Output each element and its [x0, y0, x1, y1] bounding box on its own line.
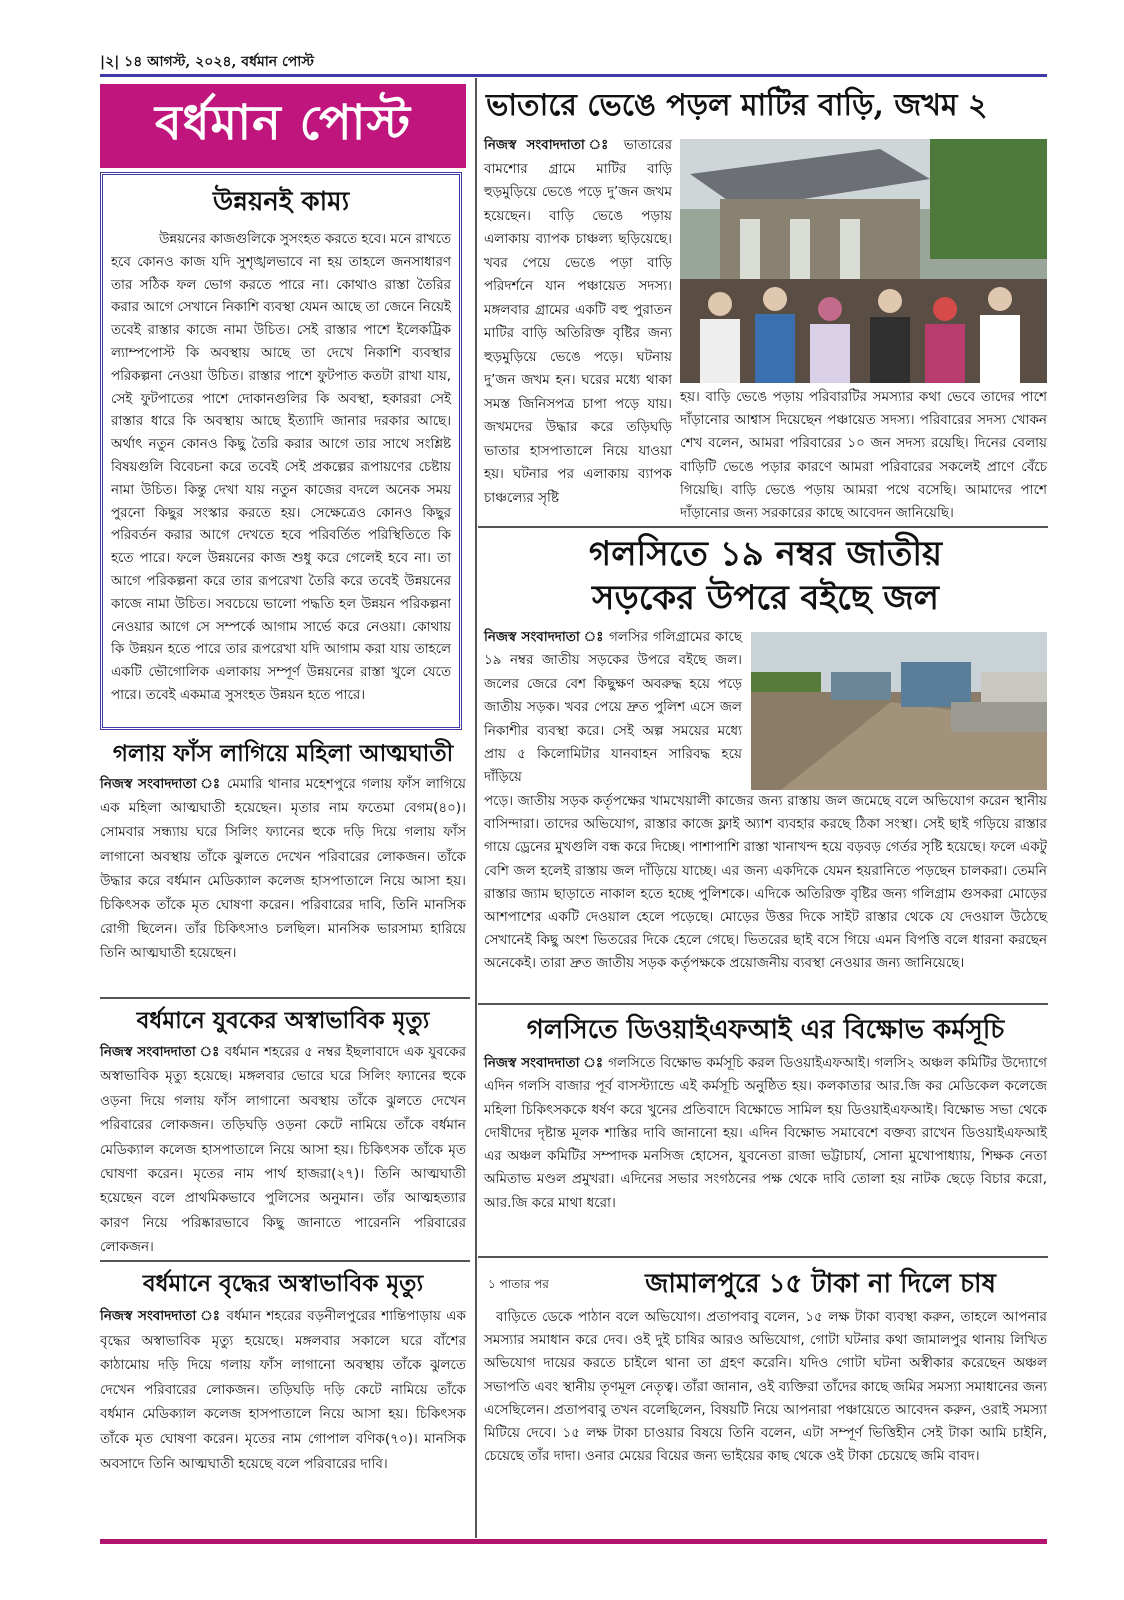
- story-jamalpur: [484, 1262, 1047, 1532]
- continued-label: ১ পাতার পর: [488, 1277, 549, 1291]
- story-road-wide: [484, 790, 1047, 1000]
- divider-right-3: [478, 1256, 1048, 1258]
- story-road-column: [484, 626, 742, 798]
- story-youth: [100, 1004, 466, 1254]
- story-dyfi: [484, 1010, 1047, 1250]
- story-house-body-col: ভাতারের বামশোর গ্রামে মাটির বাড়ি হুড়মুড়িয়ে ভেঙে পড়ে দু’জন জখম হয়েছেন। বাড়ি ভেঙে পড়ায় এলাকায় ব্যাপক চাঞ্চল্য ছড়িয়েছে। খবর পেয়ে ভেঙে পড়া বাড়ি পরিদর্শনে যান পঞ্চায়েত সদস্য। মঙ্গলবার গ্রামের একটি বহু পুরাতন মাটির বাড়ি অতিরিক্ত বৃষ্টির জন্য হুড়মুড়িয়ে ভেঙে পড়ে। ঘটনায় দু’জন জখম হন। ঘরের মধ্যে থাকা সমস্ত জিনিসপত্র চাপা পড়ে যায়। জখমদের উদ্ধার করে তড়িঘড়ি ভাতার হাসপাতালে নিয়ে যাওয়া হয়। ঘটনার পর এলাকায় ব্যাপক চাঞ্চল্যের সৃষ্টি: [484, 137, 672, 506]
- divider-right-1: [478, 526, 1048, 528]
- story-jamalpur-title: জামালপুরে ১৫ টাকা না দিলে চাষ: [645, 1269, 996, 1299]
- flooded-road-photo: [751, 632, 1047, 790]
- story-suicide-body: মেমারি থানার মহেশপুরে গলায় ফাঁস লাগিয়ে এক মহিলা আত্মঘাতী হয়েছেন। মৃতার নাম ফতেমা বেগম(৪০)। সোমবার সন্ধ্যায় ঘরে সিলিং ফ্যানের হুকে দড়ি দিয়ে গলায় ফাঁস লাগানো অবস্থায় তাঁকে ঝুলতে দেখেন পরিবারের লোকজন। তাঁকে উদ্ধার করে বর্ধমান মেডিক্যাল কলেজ হাসপাতালে নিয়ে আসা হয়। চিকিৎসক তাঁকে মৃত ঘোষণা করেন। পরিবারের দাবি, তিনি মানসিক রোগী ছিলেন। তাঁর চিকিৎসাও চলছিল। মানসিক ভারসাম্য হারিয়ে তিনি আত্মঘাতী হয়েছেন।: [100, 776, 467, 962]
- story-house-column: [484, 134, 672, 506]
- story-jamalpur-body: বাড়িতে ডেকে পাঠান বলে অভিযোগ। প্রতাপবাবু বলেন, ১৫ লক্ষ টাকা ব্যবস্থা করুন, তাহলে আপনার সমস্যার সমাধান করে দেব। ওই দুই চাষির আরও অভিযোগ, গোটা ঘটনার কথা জামালপুর থানায় লিখিত অভিযোগ দায়ের করতে চাইলে থানা তা গ্রহণ করেনি। যদিও গোটা ঘটনা অস্বীকার করেছেন অঞ্চল সভাপতি এবং স্থানীয় তৃণমূল নেতৃত্ব। তাঁরা জানান, ওই ব্যক্তিরা তাঁদের কাছে জমির সমস্যা সমাধানের জন্য এসেছিলেন। প্রতাপবাবু তখন বলেছিলেন, বিষয়টি নিয়ে আপনারা পঞ্চায়েতে আবেদন করুন, ওরাই সমস্যা মিটিয়ে দেবে। ১৫ লক্ষ টাকা চাওয়ার বিষয়ে তিনি বলেন, এটা সম্পূর্ণ ভিত্তিহীন সেই টাকা আমি চাইনি, চেয়েছে তাঁর দাদা। ওনার মেয়ের বিয়ের জন্য ভাইয়ের কাছ থেকে ওই টাকা চেয়েছে জমি বাবদ।: [484, 1309, 1047, 1465]
- story-youth-body: বর্ধমান শহরের ৫ নম্বর ইছলাবাদে এক যুবকের অস্বাভাবিক মৃত্যু হয়েছে। মঙ্গলবার ভোরে ঘরে সিলিং ফ্যানের হুকে ওড়না দিয়ে গলায় ফাঁস লাগানো অবস্থায় তাঁকে ঝুলতে দেখেন পরিবারের লোকজন। তড়িঘড়ি ওড়না কেটে নামিয়ে তাঁকে বর্ধমান মেডিক্যাল কলেজ হাসপাতালে নিয়ে আসা হয়। চিকিৎসক তাঁকে মৃত ঘোষণা করেন। মৃতের নাম পার্থ হাজরা(২৭)। তিনি আত্মঘাতী হয়েছেন বলে প্রাথমিকভাবে পুলিসের অনুমান। তাঁর আত্মহত্যার কারণ নিয়ে পরিষ্কারভাবে কিছু জানাতে পারেননি পরিবারের লোকজন।: [100, 1044, 466, 1256]
- story-road-body-wide: পড়ে। জাতীয় সড়ক কর্তৃপক্ষের খামখেয়ালী কাজের জন্য রাস্তায় জল জমেছে বলে অভিযোগ করেন স্থানীয় বাসিন্দারা। তাদের অভিযোগ, রাস্তার কাজে ফ্লাই অ্যাশ ব্যবহার করছে ঠিকা সংস্থা। সেই ছাই গড়িয়ে রাস্তার গায়ে ড্রেনের মুখগুলি বন্ধ করে দিচ্ছে। পাশাপাশি রাস্তা খানাখন্দ হয়ে বড়বড় গের্তর সৃষ্টি হয়েছে। ফলে একটু বেশি জল হলেই রাস্তায় জল দাঁড়িয়ে যাচ্ছে। এর জন্য একদিকে যেমন হয়রানিতে পড়ছেন চালকরা। তেমনি রাস্তার জ্যাম ছাড়াতে নাকাল হতে হচ্ছে পুলিশকে। এদিকে অতিরিক্ত বৃষ্টির জন্য গলিগ্রাম গুসকরা মোড়ের আশপাশের একটি দেওয়াল হেলে পড়েছে। মোড়ের উত্তর দিকে সাইট রাস্তার থেকে যে দেওয়াল উঠেছে সেখানেই কিছু অংশ ভিতরের দিকে হেলে গেছে। ভিতরের ছাই বসে গিয়ে এমন বিপত্তি বলে ধারনা করছেন অনেকেই। তারা দ্রুত জাতীয় সড়ক কর্তৃপক্ষকে প্রয়োজনীয় ব্যবস্থা নেওয়ার জন্য জানিয়েছে।: [484, 793, 1047, 972]
- column-divider: [475, 78, 477, 1538]
- story-elder: [100, 1266, 466, 1532]
- editorial-body: উন্নয়নের কাজগুলিকে সুসংহত করতে হবে। মনে রাখতে হবে কোনও কাজ যদি সুশৃঙ্খলভাবে না হয় তাহলে জনসাধারণ তার সঠিক ফল ভোগ করতে পারে না। কোথাও রাস্তা তৈরির করার আগে সেখানে নিকাশি ব্যবস্থা যেমন আছে তা জেনে নিয়েই তবেই রাস্তার কাজে নামা উচিত। সেই রাস্তার পাশে ইলেকট্রিক ল্যাম্পপোস্ট কি অবস্থায় আছে তা দেখে নিকাশি ব্যবস্থার পরিকল্পনা নেওয়া উচিত। রাস্তার পাশে ফুটপাত কতটা রাখা যায়, সেই ফুটপাতের পাশে দোকানগুলির কি অবস্থা, হকাররা সেই রাস্তার ধারে কি অবস্থায় আছে ইত্যাদি জানার দরকার আছে। অর্থাৎ নতুন কোনও কিছু তৈরি করার আগে তার সাথে সংশ্লিষ্ট বিষয়গুলি বিবেচনা করে তবেই সেই প্রকল্পের রূপায়ণের চেষ্টায় নামা উচিত। কিন্তু দেখা যায় নতুন কাজের বদলে অনেক সময় পুরনো কিছুর সংস্কার করতে হয়। সেক্ষেত্রেও কোনও কিছুর পরিবর্তন করার আগে দেখতে হবে পরিবর্তিত পরিস্থিতিতে কি হতে পারে। ফলে উন্নয়নের কাজ শুধু করে গেলেই হবে না। তা আগে পরিকল্পনা করে তার রূপরেখা তৈরি করে তবেই উন্নয়নের কাজে নামা উচিত। সবচেয়ে ভালো পদ্ধতি হল উন্নয়ন পরিকল্পনা নেওয়ার আগে সে সম্পর্কে আগাম সার্ভে করে নেওয়া। কোথায় কি উন্নয়ন হতে পারে তার রূপরেখা যদি আগাম করা যায় তাহলে একটি ভৌগোলিক এলাকায় সম্পূর্ণ উন্নয়নের রাস্তা খুলে যেতে পারে। তবেই একমাত্র সুসংহত উন্নয়ন হতে পারে।: [111, 232, 451, 703]
- editorial-box: [100, 172, 462, 730]
- story-youth-title: বর্ধমানে যুবকের অস্বাভাবিক মৃত্যু: [136, 1007, 430, 1034]
- story-house-byline: নিজস্ব সংবাদদাতা ঃ: [484, 137, 614, 153]
- story-house-wide: [680, 386, 1047, 526]
- divider-left-2: [100, 1260, 470, 1262]
- story-elder-body: বর্ধমান শহরের বড়নীলপুরের শান্তিপাড়ায় এক বৃদ্ধের অস্বাভাবিক মৃত্যু হয়েছে। মঙ্গলবার সকালে ঘরে বাঁশের কাঠামোয় দড়ি দিয়ে গলায় ফাঁস লাগানো অবস্থায় তাঁকে ঝুলতে দেখেন পরিবারের লোকজন। তড়িঘড়ি দড়ি কেটে নামিয়ে তাঁকে বর্ধমান মেডিক্যাল কলেজ হাসপাতালে নিয়ে আসা হয়। চিকিৎসক তাঁকে মৃত ঘোষণা করেন। মৃতের নাম গোপাল বণিক(৭০)। মানসিক অবসাদে তিনি আত্মঘাতী হয়েছে বলে পরিবারের দাবি।: [100, 1308, 466, 1472]
- story-house-title: ভাতারে ভেঙে পড়ল মাটির বাড়ি, জখম ২: [486, 88, 988, 123]
- story-road-byline: নিজস্ব সংবাদদাতা ঃ: [484, 629, 605, 645]
- story-elder-title: বর্ধমানে বৃদ্ধের অস্বাভাবিক মৃত্যু: [142, 1270, 424, 1297]
- story-house: [484, 84, 1047, 128]
- story-elder-byline: নিজস্ব সংবাদদাতা ঃ: [100, 1308, 222, 1324]
- top-rule: [100, 74, 1047, 77]
- story-dyfi-title: গলসিতে ডিওয়াইএফআই এর বিক্ষোভ কর্মসূচি: [526, 1015, 1005, 1045]
- story-house-body-wide: হয়। বাড়ি ভেঙে পড়ায় পরিবারটির সমস্যার কথা ভেবে তাদের পাশে দাঁড়ানোর আশ্বাস দিয়েছেন পঞ্চায়েত সদস্য। পরিবারের সদস্য খোকন শেখ বলেন, আমরা পরিবারের ১০ জন সদস্য রয়েছি। দিনের বেলায় বাড়িটি ভেঙে পড়ার কারণে আমরা পরিবারের সকলেই প্রাণে বেঁচে গিয়েছি। বাড়ি ভেঙে পড়ায় আমরা পথে বসেছি। আমাদের পাশে দাঁড়ানোর জন্য সরকারের কাছে আবেদন জানিয়েছি।: [680, 389, 1047, 522]
- masthead: বর্ধমান পোস্ট: [100, 84, 466, 168]
- story-road-body-col: গলসির গলিগ্রামের কাছে ১৯ নম্বর জাতীয় সড়কের উপরে বইছে জল। জলের জেরে বেশ কিছুক্ষণ অবরুদ্ধ হয়ে পড়ে জাতীয় সড়ক। খবর পেয়ে দ্রুত পুলিশ এসে জল নিকাশীর ব্যবস্থা করে। সেই অল্প সময়ের মধ্যে প্রায় ৫ কিলোমিটার যানবাহন সারিবদ্ধ হয়ে দাঁড়িয়ে: [484, 629, 742, 786]
- page-folio: |২| ১৪ আগস্ট, ২০২৪, বর্ধমান পোস্ট: [100, 54, 314, 70]
- story-road-title-1: গলসিতে ১৯ নম্বর জাতীয়: [588, 534, 943, 574]
- story-dyfi-body: গলসিতে বিক্ষোভ কর্মসূচি করল ডিওয়াইএফআই। গলসি২ অঞ্চল কমিটির উদ্যোগে এদিন গলসি বাজার পূর্ব বাসস্ট্যান্ডে এই কর্মসূচি অনুষ্ঠিত হয়। কলকাতার আর.জি কর মেডিকেল কলেজে মহিলা চিকিৎসককে ধর্ষণ করে খুনের প্রতিবাদে বিক্ষোভে সামিল হয় ডিওয়াইএফআই। বিক্ষোভ সভা থেকে দোষীদের দৃষ্টান্ত মূলক শাস্তির দাবি জানানো হয়। এদিন বিক্ষোভ সমাবেশে বক্তব্য রাখেন ডিওয়াইএফআই এর অঞ্চল কমিটির সম্পাদক মনসিজ হোসেন, যুবনেতা রাজা ভট্টাচার্য, সোনা মুখোপাধ্যায়, শিক্ষক নেতা অমিতাভ মণ্ডল প্রমুখরা। এদিনের সভার সংগঠনের পক্ষ থেকে দাবি তোলা হয় নাটক ছেড়ে বিচার করো, আর.জি করে মাথা ধরো।: [484, 1055, 1048, 1211]
- story-suicide-byline: নিজস্ব সংবাদদাতা ঃ: [100, 776, 222, 792]
- divider-left-1: [100, 997, 470, 999]
- story-suicide: [100, 738, 466, 992]
- story-suicide-title: গলায় ফাঁস লাগিয়ে মহিলা আত্মঘাতী: [112, 740, 454, 767]
- divider-right-2: [478, 1003, 1048, 1005]
- story-dyfi-byline: নিজস্ব সংবাদদাতা ঃ: [484, 1055, 604, 1071]
- story-road-title-2: সড়কের উপরে বইছে জল: [592, 578, 939, 618]
- story-road: [484, 532, 1047, 620]
- bottom-rule: [100, 1539, 1047, 1544]
- collapsed-house-photo: [680, 139, 1047, 383]
- story-youth-byline: নিজস্ব সংবাদদাতা ঃ: [100, 1044, 220, 1060]
- editorial-title: উন্নয়নই কাম্য: [212, 187, 350, 217]
